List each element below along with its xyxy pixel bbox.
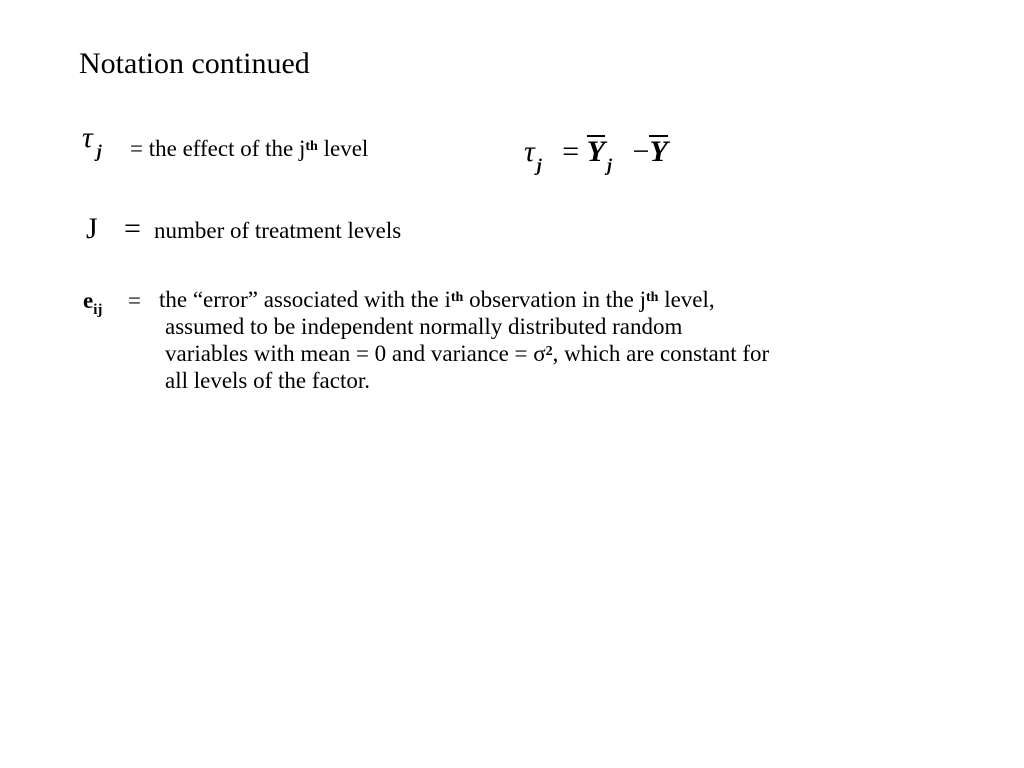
formula-y-subscript: j <box>607 155 613 175</box>
tau-definition-text-after: level <box>317 136 369 161</box>
e-definition <box>159 286 769 394</box>
e-sup1: th <box>450 290 464 305</box>
slide-title: Notation continued <box>79 47 310 80</box>
tau-symbol: τ <box>82 121 93 154</box>
e-equals: = <box>128 288 141 313</box>
j-symbol: J <box>86 212 98 245</box>
e-symbol: e <box>83 288 94 313</box>
formula-equals: = <box>562 135 580 168</box>
e-definition-line2: assumed to be independent normally distributed random <box>165 314 683 339</box>
e-line3-sup: 2 <box>545 344 553 359</box>
e-definition-line1 <box>159 287 715 312</box>
formula-minus: − <box>632 135 650 168</box>
e-part3: level, <box>658 287 715 312</box>
e-line3-a: variables with mean = 0 and variance = σ <box>165 341 546 366</box>
j-equals: = <box>124 212 141 245</box>
e-part1: the “error” associated with the i <box>159 287 451 312</box>
tau-subscript: j <box>96 141 102 161</box>
e-subscript: ij <box>93 302 103 318</box>
e-line3-b: , which are constant for <box>552 341 770 366</box>
tau-definition-sup: th <box>305 139 318 154</box>
tau-definition <box>130 134 368 164</box>
formula-y-bar-j: Y <box>586 135 606 168</box>
formula-tau-subscript: j <box>536 155 542 175</box>
e-definition-line3 <box>159 340 769 367</box>
formula-tau: τ <box>524 135 535 168</box>
e-part2: observation in the j <box>463 287 646 312</box>
tau-formula <box>524 134 668 173</box>
e-ij-symbol <box>83 286 102 319</box>
tau-definition-text: = the effect of the j <box>130 136 306 161</box>
formula-y-bar: Y <box>649 135 668 168</box>
tau-j-symbol <box>82 120 102 161</box>
j-definition-text: number of treatment levels <box>154 218 402 243</box>
e-sup2: th <box>646 290 659 305</box>
e-definition-line4: all levels of the factor. <box>165 368 371 393</box>
